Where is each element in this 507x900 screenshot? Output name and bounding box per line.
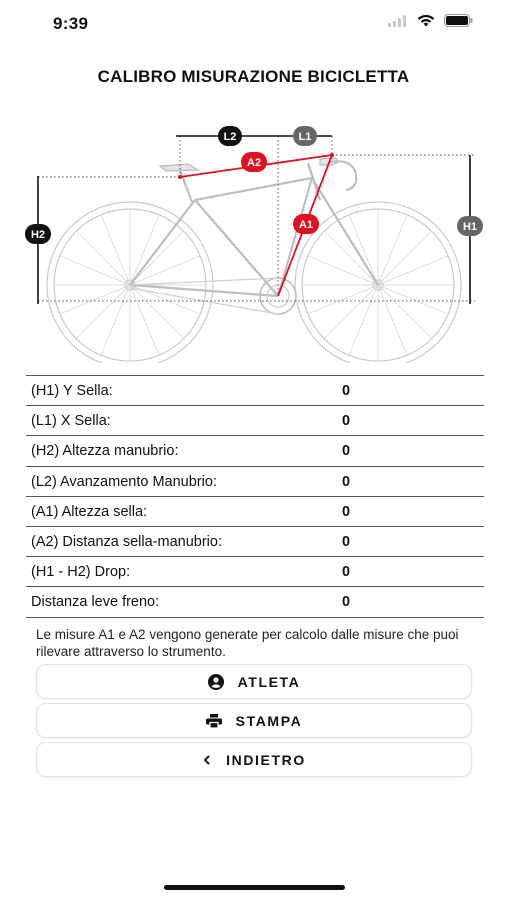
- atleta-button[interactable]: [36, 664, 472, 699]
- signal-icon: [388, 15, 408, 27]
- chevron-left-icon: [202, 754, 212, 766]
- stampa-button[interactable]: [36, 703, 472, 738]
- row-label: (A1) Altezza sella:: [31, 503, 148, 520]
- battery-icon: [444, 14, 473, 27]
- row-value: 0: [342, 503, 351, 520]
- row-label: (H1 - H2) Drop:: [31, 564, 131, 581]
- svg-text:L1: L1: [298, 131, 312, 143]
- row-h1-y-sella: [26, 376, 484, 406]
- home-indicator: [164, 885, 345, 890]
- row-value: 0: [342, 473, 351, 490]
- row-value: 0: [342, 564, 351, 581]
- row-a1-altezza-sella: [26, 497, 484, 527]
- row-label: (L2) Avanzamento Manubrio:: [31, 473, 217, 490]
- badge-a1: [293, 214, 319, 234]
- status-icons: [388, 14, 473, 27]
- row-drop: [26, 557, 484, 587]
- atleta-label: ATLETA: [237, 673, 301, 690]
- printer-icon: [206, 714, 222, 728]
- row-l1-x-sella: [26, 406, 484, 436]
- indietro-button[interactable]: [36, 742, 472, 777]
- svg-text:A2: A2: [246, 157, 262, 169]
- row-label: (H1) Y Sella:: [31, 383, 113, 399]
- account-circle-icon: [208, 674, 224, 690]
- row-value: 0: [342, 383, 351, 399]
- wifi-icon: [417, 14, 435, 27]
- svg-text:H2: H2: [30, 229, 46, 241]
- bike-illustration: [47, 158, 461, 363]
- bike-measurement-diagram: [20, 118, 490, 363]
- row-h2-altezza-manubrio: [26, 436, 484, 466]
- badge-l1: [293, 126, 317, 146]
- calculation-note: Le misure A1 e A2 vengono generate per calcolo dalle misure che puoi rilevare attraverso lo strumento.: [36, 627, 459, 659]
- page-title: CALIBRO MISURAZIONE BICICLETTA: [97, 67, 410, 86]
- status-bar: [0, 0, 507, 46]
- status-time: 9:39: [53, 14, 89, 33]
- row-l2-avanzamento-manubrio: [26, 467, 484, 497]
- row-value: 0: [342, 594, 351, 611]
- stampa-label: STAMPA: [235, 712, 303, 729]
- measurement-table: [26, 375, 484, 618]
- row-value: 0: [342, 533, 351, 550]
- row-label: Distanza leve freno:: [31, 594, 160, 611]
- badge-l2: [218, 126, 242, 146]
- row-label: (H2) Altezza manubrio:: [31, 443, 179, 460]
- svg-text:H1: H1: [462, 221, 478, 233]
- row-label: (A2) Distanza sella-manubrio:: [31, 533, 222, 550]
- svg-text:L2: L2: [223, 131, 237, 143]
- indietro-label: INDIETRO: [226, 751, 306, 768]
- row-distanza-leve-freno: [26, 587, 484, 617]
- badge-h1: [457, 216, 483, 236]
- svg-text:A1: A1: [298, 219, 314, 231]
- row-label: (L1) X Sella:: [31, 413, 111, 430]
- row-value: 0: [342, 443, 351, 460]
- badge-a2: [241, 152, 267, 172]
- row-value: 0: [342, 413, 351, 430]
- row-a2-distanza-sella-manubrio: [26, 527, 484, 557]
- badge-h2: [25, 224, 51, 244]
